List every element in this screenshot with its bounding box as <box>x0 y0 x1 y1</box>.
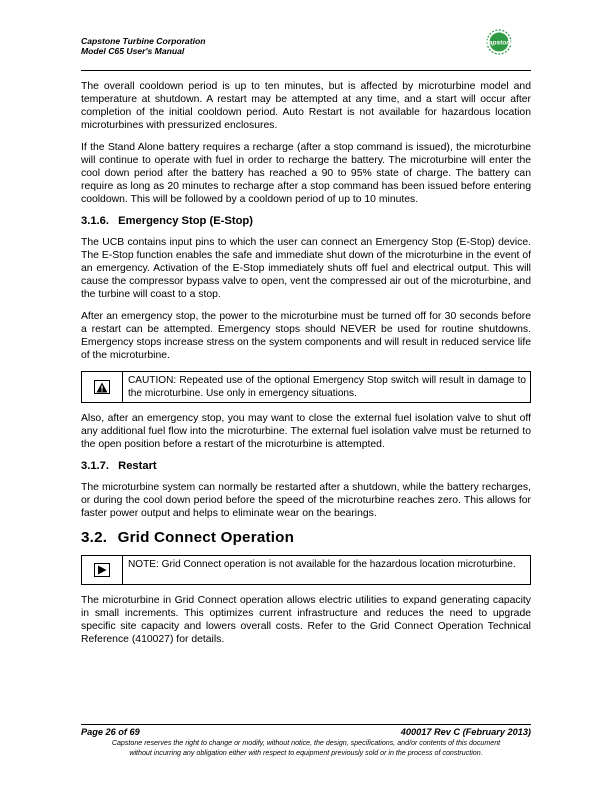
caution-icon <box>94 380 110 394</box>
caution-text: CAUTION: Repeated use of the optional Emergency Stop switch will result in damage to the microturbine. Use only in emergency situations. <box>128 375 526 399</box>
note-text: NOTE: Grid Connect operation is not available for the hazardous location microturbine. <box>128 559 516 570</box>
section-heading-3-1-6 <box>81 215 531 228</box>
section-title: Grid Connect Operation <box>117 529 295 546</box>
paragraph-restart: The microturbine system can normally be restarted after a shutdown, while the battery recharges, or during the cool down period before the speed of the microturbine reaches zero. This allows for faster power output and helps to eliminate wear on the bearings. <box>81 482 531 519</box>
footer-disclaimer-line1: Capstone reserves the right to change or modify, without notice, the design, specifications, and/or contents of this document <box>111 739 501 747</box>
paragraph-fuel-isolation: Also, after an emergency stop, you may want to close the external fuel isolation valve to shut off any additional fuel flow into the microturbine. The external fuel isolation valve must be returned to the open position before a restart of the microturbine is attempted. <box>81 413 531 450</box>
footer-document-id: 400017 Rev C (February 2013) <box>400 727 531 737</box>
capstone-logo <box>467 28 531 56</box>
page-header <box>81 36 531 68</box>
paragraph-cooldown: The overall cooldown period is up to ten minutes, but is affected by microturbine model and temperature at shutdown. A restart may be attempted at any time, and a start will occur after completion of the initial cooldown period. Auto Restart is not available for hazardous location microturbines with pressurized enclosures. <box>81 81 531 131</box>
logo-text: Capstone <box>484 39 514 47</box>
section-title: Restart <box>118 460 157 472</box>
caution-box <box>81 371 531 403</box>
paragraph-estop-intro: The UCB contains input pins to which the user can connect an Emergency Stop (E-Stop) device. The E-Stop function enables the safe and immediate shut down of the microturbine in the event of an emergency. Activation of the E-Stop immediately shuts off fuel and electrical output. This will cause the compressor bypass valve to open, vent the compressed air out of the microturbine, and the turbine will coast to a stop. <box>81 237 531 300</box>
page-footer <box>81 727 531 758</box>
section-heading-3-1-7 <box>81 460 531 473</box>
paragraph-estop-restart: After an emergency stop, the power to the microturbine must be turned off for 30 seconds before a restart can be attempted. Emergency stops should NEVER be used for routine shutdowns. Emergency stops increase stress on the system components and will result in reduced service life of the microturbine. <box>81 311 531 361</box>
note-box <box>81 555 531 585</box>
section-heading-3-2 <box>81 529 531 546</box>
note-arrow-icon <box>94 563 110 577</box>
header-rule <box>81 70 531 71</box>
page-content <box>81 80 531 655</box>
section-number: 3.1.6. <box>81 215 109 227</box>
section-title: Emergency Stop (E-Stop) <box>118 215 253 227</box>
section-number: 3.2. <box>81 529 108 546</box>
footer-page-number: Page 26 of 69 <box>81 727 140 737</box>
section-number: 3.1.7. <box>81 460 109 472</box>
paragraph-grid-connect: The microturbine in Grid Connect operation allows electric utilities to expand generating capacity in small increments. This optimizes current infrastructure and reduces the need to upgrade specific site capacity and lowers overall costs. Refer to the Grid Connect Operation Technical Reference (410027) for details. <box>81 595 531 645</box>
footer-rule <box>81 724 531 725</box>
paragraph-battery-recharge: If the Stand Alone battery requires a recharge (after a stop command is issued), the microturbine will continue to operate with fuel in order to recharge the battery. The microturbine will enter the cool down period after the battery has reached a 90 to 95% state of charge. The battery can require as long as 20 minutes to recharge after a stop command has been issued before entering cooldown. This will be followed by a cooldown period of up to 10 minutes. <box>81 142 531 205</box>
header-company: Capstone Turbine Corporation <box>81 36 206 46</box>
footer-disclaimer-line2: without incurring any obligation either with respect to equipment previously sold or in the process of construction. <box>129 749 483 757</box>
header-manual-title: Model C65 User's Manual <box>81 46 185 56</box>
